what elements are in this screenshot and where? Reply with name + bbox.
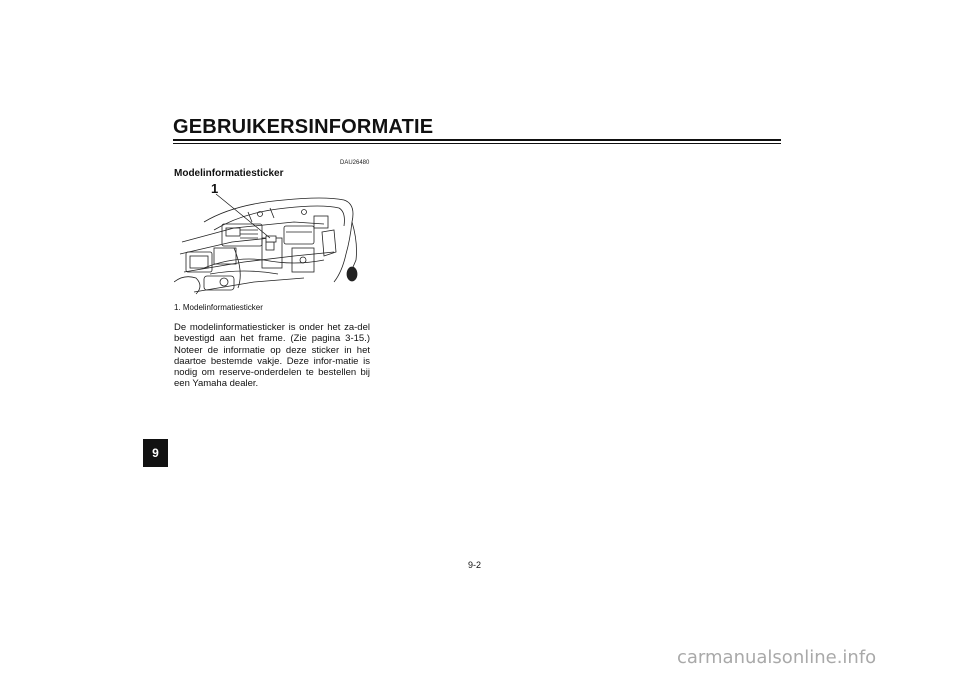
page-number: 9-2 [468,560,482,570]
chapter-tab: 9 [143,439,168,467]
header-divider [173,139,781,141]
section-title: Modelinformatiesticker [174,168,284,179]
motorcycle-seat-area-illustration [174,182,370,300]
section-code: DAU26480 [340,160,370,166]
body-paragraph: De modelinformatiesticker is onder het za-del bevestigd aan het frame. (Zie pagina 3-15.) Noteer de informatie op deze sticker in het daartoe bestemde vakje. Deze infor-matie is nodig om reserve-onderdelen te bestellen bij een Yamaha dealer. [174,322,370,390]
callout-number: 1 [211,181,219,196]
watermark: carmanualsonline.info [677,647,877,668]
page-title: GEBRUIKERSINFORMATIE [173,116,434,138]
header-divider-thin [173,143,781,144]
figure-caption: 1. Modelinformatiesticker [174,303,263,312]
